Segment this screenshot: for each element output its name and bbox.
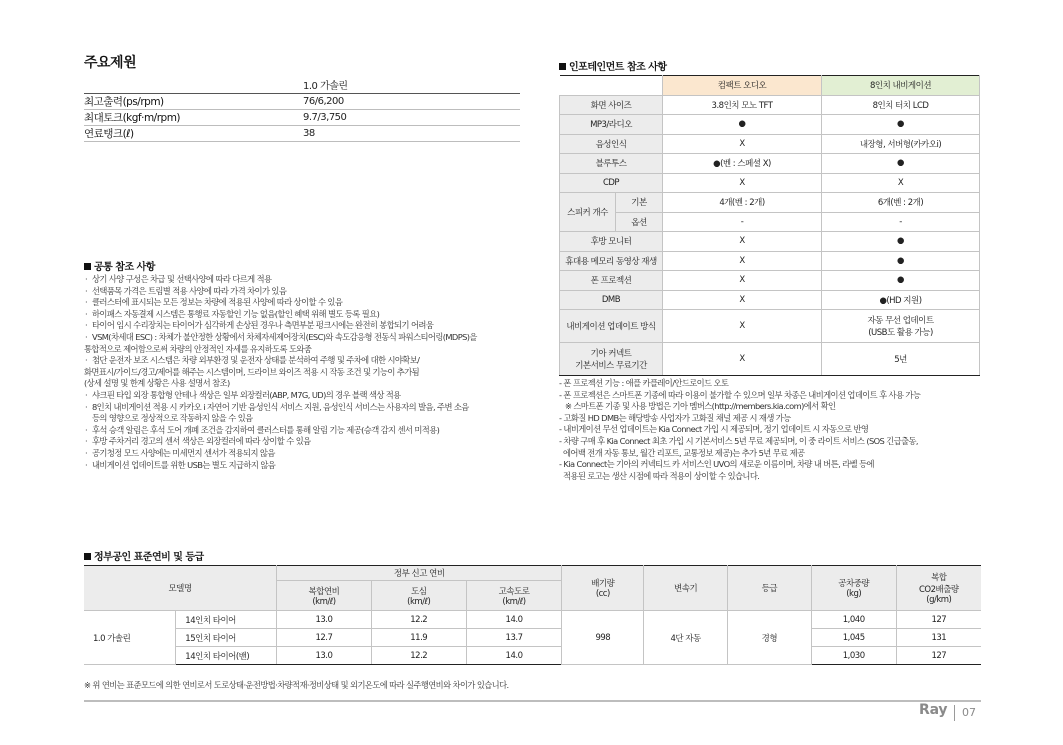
note-item: · 선택품목 가격은 트림별 적용 사양에 따라 가격 차이가 있음 bbox=[84, 286, 524, 298]
info-row-label-line: 기본서비스 무료기간 bbox=[575, 361, 647, 371]
fuel-weight: 1,045 bbox=[811, 629, 896, 647]
fuel-h-unit: (km/ℓ) bbox=[312, 596, 336, 607]
fuel-grade: 경형 bbox=[728, 611, 812, 665]
info-row-label: 블루투스 bbox=[560, 154, 663, 174]
fuel-h-displacement-unit: (cc) bbox=[595, 589, 610, 599]
note-item: · 타이어 임시 수리장치는 타이어가 심각하게 손상된 경우나 측면부분 펑크시에는 완전히 봉합되기 어려움 bbox=[84, 320, 524, 332]
info-cell: X bbox=[663, 290, 822, 310]
brand-name: Ray bbox=[919, 702, 948, 718]
fuel-displacement: 998 bbox=[562, 611, 644, 665]
info-row-label: MP3/라디오 bbox=[560, 115, 663, 135]
info-cell: ● bbox=[822, 271, 980, 291]
fuel-combined: 13.0 bbox=[277, 611, 372, 629]
fuel-tire: 14인치 타이어 bbox=[176, 611, 277, 629]
info-cell: X bbox=[663, 343, 822, 376]
fuel-title: 정부공인 표준연비 및 등급 bbox=[94, 552, 204, 563]
spec-row-value: 76/6,200 bbox=[303, 93, 520, 109]
fuel-h-combined-label: 복합연비 bbox=[308, 586, 340, 597]
info-cell: 내장형, 서버형(카카오i) bbox=[822, 134, 980, 154]
fuel-h-city bbox=[371, 581, 466, 611]
footnote-line: - 고화질 HD DMB는 해당방송 사업자가 고화질 채널 제공 시 재생 가능 bbox=[559, 412, 791, 423]
page-number-divider bbox=[954, 705, 955, 721]
note-item: · 첨단 운전자 보조 시스템은 차량 외부환경 및 운전자 상태를 분석하여 주행 및 주차에 대한 시야확보/ bbox=[84, 355, 524, 367]
fuel-note: ※ 위 연비는 표준모드에 의한 연비로서 도로상태·운전방법·차량적재·정비상태 및 외기온도에 따라 실주행연비와 차이가 있습니다. bbox=[84, 680, 509, 690]
info-cell: 8인치 터치 LCD bbox=[822, 95, 980, 115]
square-bullet-icon bbox=[84, 263, 91, 270]
info-cell: ● bbox=[822, 251, 980, 271]
fuel-h-reported: 정부 신고 연비 bbox=[277, 566, 562, 581]
fuel-h-co2 bbox=[896, 566, 981, 611]
info-row-label: 화면 사이즈 bbox=[560, 95, 663, 115]
common-notes-title: 공통 참조 사항 bbox=[94, 262, 155, 273]
info-header-blank bbox=[560, 76, 663, 96]
note-item-continuation: 통합적으로 제어함으로써 차량의 안정적인 자세를 유지하도록 도와줌 bbox=[84, 343, 312, 354]
fuel-tire: 15인치 타이어 bbox=[176, 629, 277, 647]
fuel-weight: 1,040 bbox=[811, 611, 896, 629]
fuel-h-grade: 등급 bbox=[728, 566, 812, 611]
fuel-h-model: 모델명 bbox=[84, 566, 277, 611]
footnote-line: - Kia Connect는 기아의 커넥티드 카 서비스인 UVO의 새로운 이름이며, 차량 내 버튼, 라벨 등에 bbox=[559, 459, 874, 470]
fuel-combined: 13.0 bbox=[277, 647, 372, 665]
spec-row-label: 연료탱크(ℓ) bbox=[84, 125, 303, 141]
fuel-model: 1.0 가솔린 bbox=[84, 611, 176, 665]
fuel-co2: 127 bbox=[896, 611, 981, 629]
footnote-line: - 내비게이션 무선 업데이트는 Kia Connect 가입 시 제공되며, 정기 업데이트 시 자동으로 반영 bbox=[559, 424, 869, 435]
fuel-heading bbox=[84, 548, 204, 563]
info-cell: X bbox=[663, 251, 822, 271]
page-number: 07 bbox=[962, 706, 976, 719]
info-cell: 5년 bbox=[822, 343, 980, 376]
info-row-label: 휴대용 메모리 동영상 재생 bbox=[560, 251, 663, 271]
info-cell: X bbox=[663, 173, 822, 193]
fuel-h-displacement-label: 배기량 bbox=[591, 579, 615, 589]
square-bullet-icon bbox=[559, 63, 566, 70]
spec-header-blank bbox=[84, 76, 303, 93]
info-speaker-label: 스피커 개수 bbox=[560, 193, 616, 232]
footnote-line: - 폰 프로젝션은 스마트폰 기종에 따라 이용이 불가할 수 있으며 일부 차종은 내비게이션 업데이트 후 사용 가능 bbox=[559, 389, 921, 400]
square-bullet-icon bbox=[84, 553, 91, 560]
fuel-co2: 131 bbox=[896, 629, 981, 647]
info-row-label: 내비게이션 업데이트 방식 bbox=[560, 310, 663, 343]
info-row-label: CDP bbox=[560, 173, 663, 193]
note-item: · 8인치 내비게이션 적용 시 카카오 i 자연어 기반 음성인식 서비스 지원, 음성인식 서비스는 사용자의 발음, 주변 소음 bbox=[84, 402, 524, 414]
fuel-h-co2-line: CO2배출량 bbox=[918, 585, 959, 595]
fuel-h-combined bbox=[277, 581, 372, 611]
info-cell-line: (USB도 활용 가능) bbox=[868, 328, 933, 338]
common-notes-heading bbox=[84, 258, 155, 273]
spec-row-value: 9.7/3,750 bbox=[303, 109, 520, 125]
fuel-h-highway bbox=[466, 581, 562, 611]
info-cell: X bbox=[663, 134, 822, 154]
info-col-compact-audio: 컴팩트 오디오 bbox=[663, 76, 822, 96]
note-item-continuation: (상세 설명 및 한계 상황은 사용 설명서 참조) bbox=[84, 378, 230, 389]
fuel-transmission: 4단 자동 bbox=[644, 611, 728, 665]
info-cell bbox=[822, 310, 980, 343]
note-item: · VSM(차세대 ESC) : 차체가 불안정한 상황에서 차체자세제어장치(ESC)와 속도감응형 전동식 파워스티어링(MDPS)을 bbox=[84, 332, 524, 344]
note-item-continuation: 화면표시/가이드/경고/제어를 해주는 시스템이며, 드라이브 와이즈 적용 시 작동 조건 및 기능이 추가됨 bbox=[84, 366, 420, 377]
fuel-h-co2-line: 복합 bbox=[931, 573, 947, 583]
info-row-label: 음성인식 bbox=[560, 134, 663, 154]
fuel-h-city-label: 도심 bbox=[411, 586, 427, 597]
footer-divider bbox=[84, 700, 981, 702]
fuel-tire: 14인치 타이어(밴) bbox=[176, 647, 277, 665]
info-row-label bbox=[560, 343, 663, 376]
fuel-weight: 1,030 bbox=[811, 647, 896, 665]
footnote-line: 적용된 로고는 생산 시점에 따라 적용이 상이할 수 있습니다. bbox=[563, 470, 760, 481]
info-cell: - bbox=[822, 212, 980, 232]
info-row-label-line: 기아 커넥트 bbox=[590, 349, 632, 359]
info-cell: ● bbox=[822, 232, 980, 252]
fuel-city: 11.9 bbox=[371, 629, 466, 647]
info-cell: X bbox=[822, 173, 980, 193]
fuel-h-transmission: 변속기 bbox=[644, 566, 728, 611]
fuel-h-highway-label: 고속도로 bbox=[498, 586, 530, 597]
note-item: · 하이패스 자동결제 시스템은 통행료 자동할인 기능 없음(할인 혜택 위해 별도 등록 필요) bbox=[84, 309, 524, 321]
info-cell: ●(HD 지원) bbox=[822, 290, 980, 310]
info-cell: ● bbox=[822, 115, 980, 135]
fuel-highway: 14.0 bbox=[466, 611, 562, 629]
fuel-highway: 14.0 bbox=[466, 647, 562, 665]
info-cell: ● bbox=[822, 154, 980, 174]
info-cell: ●(벤 : 스페셜 X) bbox=[663, 154, 822, 174]
fuel-h-unit: (km/ℓ) bbox=[407, 596, 431, 607]
spec-title: 주요제원 bbox=[84, 55, 137, 71]
infotainment-title: 인포테인먼트 참조 사항 bbox=[569, 62, 667, 73]
infotainment-table bbox=[559, 75, 980, 376]
note-item: · 내비게이션 업데이트를 위한 USB는 별도 지급하지 않음 bbox=[84, 460, 524, 472]
fuel-h-weight-unit: (kg) bbox=[846, 589, 862, 599]
spec-row-label: 최고출력(ps/rpm) bbox=[84, 93, 303, 109]
spec-column-header: 1.0 가솔린 bbox=[303, 76, 520, 93]
fuel-h-weight bbox=[811, 566, 896, 611]
note-item-continuation: 등의 영향으로 정상적으로 작동하지 않을 수 있음 bbox=[92, 413, 253, 424]
info-row-label: 후방 모니터 bbox=[560, 232, 663, 252]
spec-row-label: 최대토크(kgf·m/rpm) bbox=[84, 109, 303, 125]
fuel-city: 12.2 bbox=[371, 647, 466, 665]
info-cell: X bbox=[663, 232, 822, 252]
info-row-label: 폰 프로젝션 bbox=[560, 271, 663, 291]
fuel-h-co2-unit: (g/km) bbox=[926, 595, 952, 605]
info-cell: 4개(벤 : 2개) bbox=[663, 193, 822, 213]
note-item: · 상기 사양 구성은 차급 및 선택사양에 따라 다르게 적용 bbox=[84, 274, 524, 286]
fuel-combined: 12.7 bbox=[277, 629, 372, 647]
fuel-h-displacement bbox=[562, 566, 644, 611]
info-cell: - bbox=[663, 212, 822, 232]
spec-table bbox=[84, 76, 520, 142]
info-speaker-basic-label: 기본 bbox=[616, 193, 663, 213]
note-item: · 후석 승객 알림은 후석 도어 개폐 조건을 감지하여 클러스터를 통해 알림 기능 제공(승객 감지 센서 미적용) bbox=[84, 425, 524, 437]
note-item: · 클러스터에 표시되는 모든 정보는 차량에 적용된 사양에 따라 상이할 수 있음 bbox=[84, 297, 524, 309]
fuel-h-unit: (km/ℓ) bbox=[502, 596, 526, 607]
note-item: · 후방 주차거리 경고의 센서 색상은 외장컬러에 따라 상이할 수 있음 bbox=[84, 436, 524, 448]
note-item: · 샤크핀 타입 외장 통합형 안테나 색상은 일부 외장컬러(ABP, M7G, UD)의 경우 블랙 색상 적용 bbox=[84, 390, 524, 402]
info-col-navigation: 8인치 내비게이션 bbox=[822, 76, 980, 96]
footnote-line: - 차량 구매 후 Kia Connect 최초 가입 시 기본서비스 5년 무료 제공되며, 이 중 라이트 서비스 (SOS 긴급출동, bbox=[559, 435, 918, 446]
fuel-h-weight-label: 공차중량 bbox=[838, 579, 870, 589]
spec-row-value: 38 bbox=[303, 125, 520, 141]
info-row-label: DMB bbox=[560, 290, 663, 310]
footnote-line: ※ 스마트폰 기종 및 사용 방법은 기아 멤버스(http://members.kia.com)에서 확인 bbox=[565, 401, 836, 412]
fuel-highway: 13.7 bbox=[466, 629, 562, 647]
fuel-city: 12.2 bbox=[371, 611, 466, 629]
info-cell-line: 자동 무선 업데이트 bbox=[867, 316, 934, 326]
infotainment-heading bbox=[559, 58, 667, 73]
fuel-table bbox=[84, 565, 981, 665]
footnote-line: 에어백 전개 자동 통보, 월간 리포트, 교통정보 제공)는 추가 5년 무료 제공 bbox=[563, 447, 805, 458]
info-cell: X bbox=[663, 271, 822, 291]
fuel-co2: 127 bbox=[896, 647, 981, 665]
info-cell: 6개(벤 : 2개) bbox=[822, 193, 980, 213]
info-cell: ● bbox=[663, 115, 822, 135]
note-item: · 공기청정 모드 사양에는 미세먼지 센서가 적용되지 않음 bbox=[84, 448, 524, 460]
info-speaker-option-label: 옵션 bbox=[616, 212, 663, 232]
info-cell: 3.8인치 모노 TFT bbox=[663, 95, 822, 115]
infotainment-footnotes bbox=[559, 378, 989, 482]
footnote-line: - 폰 프로젝션 기능 : 애플 카플레이/안드로이드 오토 bbox=[559, 378, 729, 388]
info-cell: X bbox=[663, 310, 822, 343]
common-notes-list bbox=[84, 274, 524, 471]
